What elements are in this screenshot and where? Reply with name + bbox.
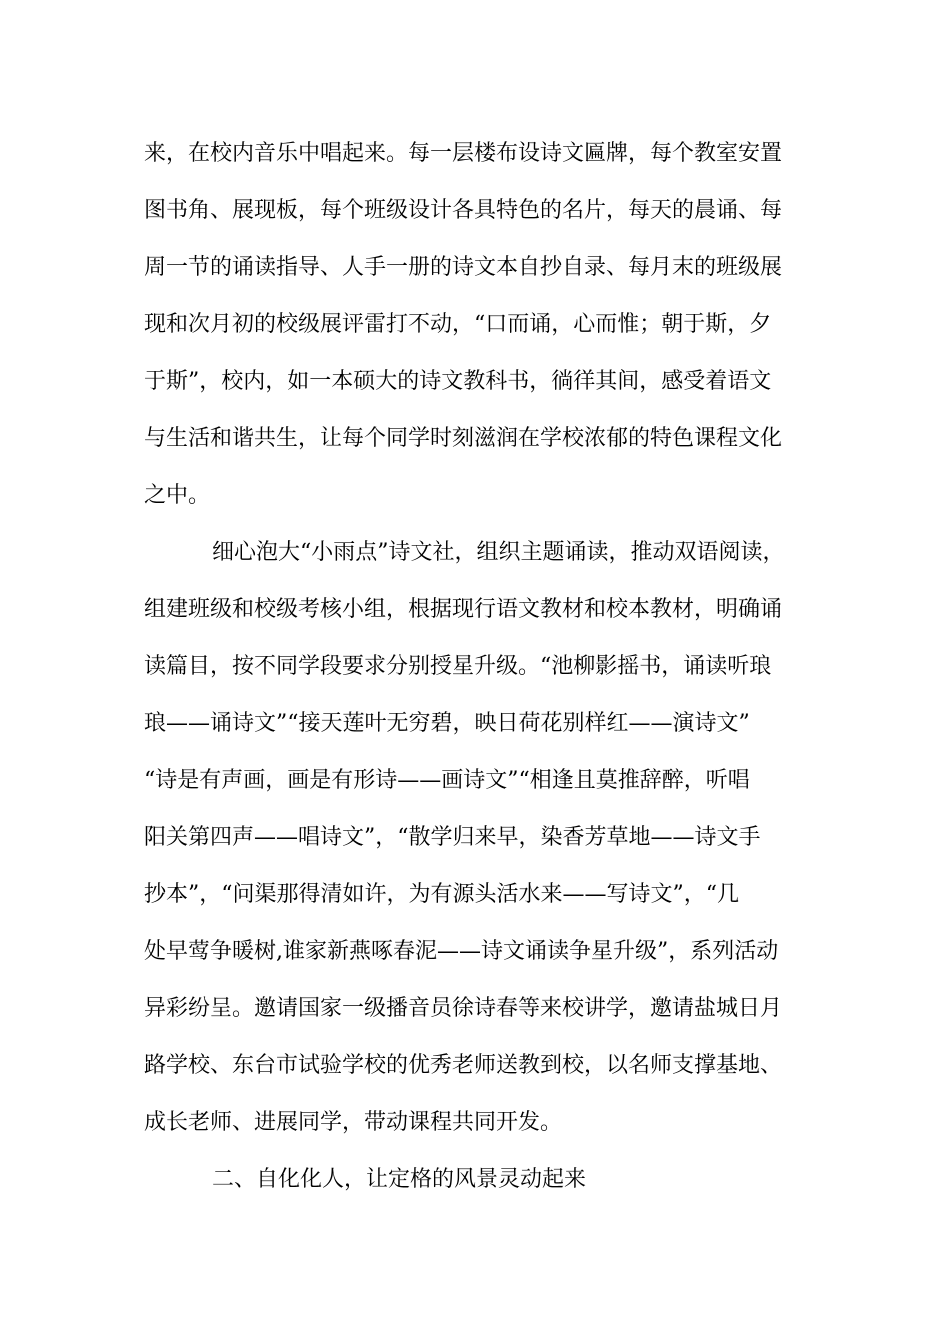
paragraph-1-line-5: 于斯”，校内，如一本硕大的诗文教科书，徜徉其间，感受着语文	[144, 369, 772, 394]
paragraph-2-line-10: 路学校、东台市试验学校的优秀老师送教到校，以名师支撑基地、	[144, 1053, 783, 1078]
paragraph-1-line-6: 与生活和谐共生，让每个同学时刻滋润在学校浓郁的特色课程文化	[144, 426, 783, 451]
paragraph-2-line-3: 读篇目，按不同学段要求分别授星升级。“池柳影摇书，诵读听琅	[144, 654, 772, 679]
paragraph-2-line-6: 阳关第四声——唱诗文”，“散学归来早，染香芳草地——诗文手	[144, 825, 761, 850]
paragraph-2-line-9: 异彩纷呈。邀请国家一级播音员徐诗春等来校讲学，邀请盐城日月	[144, 996, 783, 1021]
paragraph-2-line-2: 组建班级和校级考核小组，根据现行语文教材和校本教材，明确诵	[144, 597, 783, 622]
paragraph-2-line-5: “诗是有声画，画是有形诗——画诗文”“相逢且莫推辞醉，听唱	[144, 768, 750, 793]
paragraph-1-line-3: 周一节的诵读指导、人手一册的诗文本自抄自录、每月末的班级展	[144, 255, 783, 280]
paragraph-1-line-2: 图书角、展现板，每个班级设计各具特色的名片，每天的晨诵、每	[144, 198, 783, 223]
paragraph-1-line-1: 来，在校内音乐中唱起来。每一层楼布设诗文匾牌，每个教室安置	[144, 141, 783, 166]
section-heading: 二、自化化人，让定格的风景灵动起来	[212, 1167, 587, 1192]
paragraph-2-line-7: 抄本”，“问渠那得清如许，为有源头活水来——写诗文”，“几	[144, 882, 739, 907]
paragraph-1-line-4: 现和次月初的校级展评雷打不动，“口而诵，心而惟；朝于斯，夕	[144, 312, 772, 337]
paragraph-2-line-11: 成长老师、进展同学，带动课程共同开发。	[144, 1110, 563, 1135]
paragraph-1-line-7: 之中。	[144, 483, 211, 508]
paragraph-2-line-8: 处早莺争暖树,谁家新燕啄春泥——诗文诵读争星升级”，系列活动	[144, 939, 779, 964]
paragraph-2-line-4: 琅——诵诗文”“接天莲叶无穷碧，映日荷花别样红——演诗文”	[144, 711, 750, 736]
paragraph-2-line-1: 细心泡大“小雨点”诗文社，组织主题诵读，推动双语阅读，	[212, 540, 785, 565]
